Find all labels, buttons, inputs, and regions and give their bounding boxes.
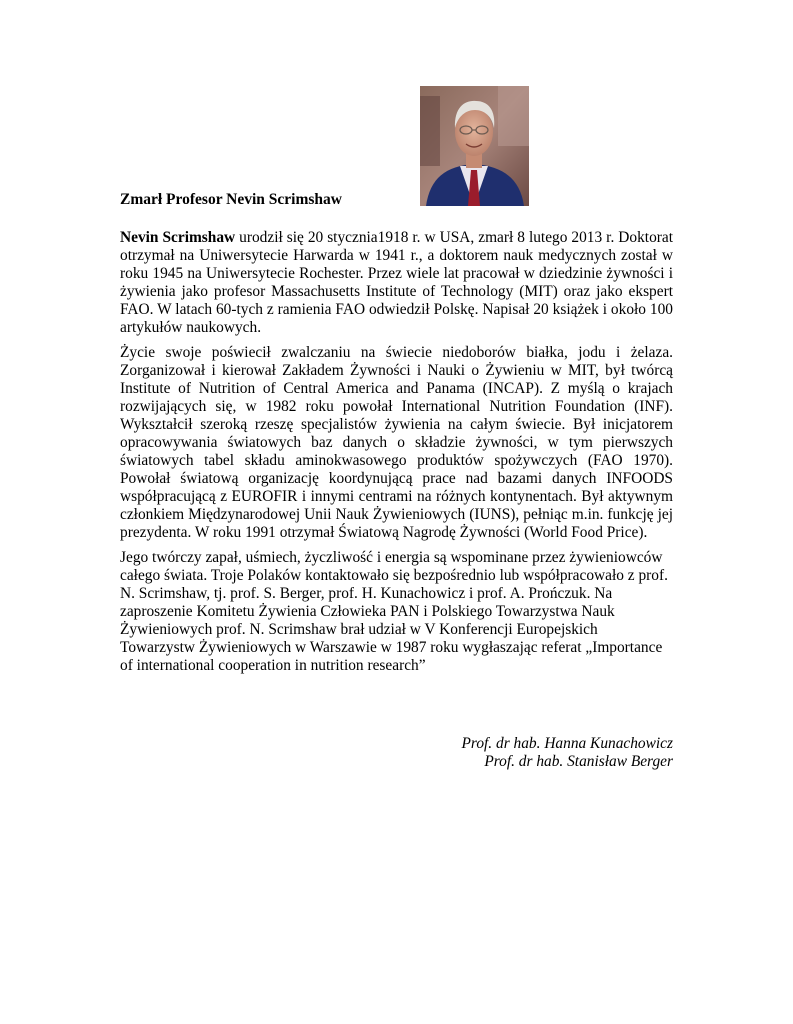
paragraph-intro	[120, 229, 673, 337]
signature-berger: Prof. dr hab. Stanisław Berger	[484, 753, 673, 770]
portrait-illustration	[420, 86, 529, 206]
signature-kunachowicz: Prof. dr hab. Hanna Kunachowicz	[461, 735, 673, 752]
signature-block	[120, 735, 673, 771]
intro-text: urodził się 20 stycznia1918 r. w USA, zmarł 8 lutego 2013 r. Doktorat otrzymał na Uniwersytecie Harwarda w 1941 r., a doktorem nauk medycznych został w roku 1945 na Uniwersytecie Rochester. Przez wiele lat pracował w dziedzinie żywności i żywienia jako profesor Massachusetts Institute of Technology (MIT) oraz jako ekspert FAO. W latach 60-tych z ramienia FAO odwiedził Polskę. Napisał 20 książek i około 100 artykułów naukowych.	[120, 229, 673, 336]
article-body	[120, 229, 673, 682]
paragraph-career: Życie swoje poświecił zwalczaniu na świecie niedoborów białka, jodu i żelaza. Zorganizował i kierował Zakładem Żywności i Nauki o Żywieniu w MIT, był twórcą Institute of Nutrition of Central America and Panama (INCAP). Z myślą o krajach rozwijających się, w 1982 roku powołał International Nutrition Foundation (INF). Wykształcił szeroką rzeszę specjalistów żywienia na całym świecie. Był inicjatorem opracowywania światowych baz danych o składzie żywności, w tym pierwszych światowych tabel składu aminokwasowego produktów spożywczych (FAO 1970). Powołał światową organizację koordynującą prace nad bazami danych INFOODS współpracującą z EUROFIR i innymi centrami na różnych kontynentach. Był aktywnym członkiem Międzynarodowej Unii Nauk Żywieniowych (IUNS), pełniąc m.in. funkcję jej prezydenta. W roku 1991 otrzymał Światową Nagrodę Żywności (World Food Price).	[120, 344, 673, 541]
portrait-photo	[420, 86, 529, 206]
article-title: Zmarł Profesor Nevin Scrimshaw	[120, 191, 342, 208]
subject-name: Nevin Scrimshaw	[120, 229, 236, 246]
paragraph-legacy: Jego twórczy zapał, uśmiech, życzliwość i energia są wspominane przez żywieniowców całego świata. Troje Polaków kontaktowało się bezpośrednio lub współpracowało z prof. N. Scrimshaw, tj. prof. S. Berger, prof. H. Kunachowicz i prof. A. Prończuk. Na zaproszenie Komitetu Żywienia Człowieka PAN i Polskiego Towarzystwa Nauk Żywieniowych prof. N. Scrimshaw brał udział w V Konferencji Europejskich Towarzystw Żywieniowych w Warszawie w 1987 roku wygłaszając referat „Importance of international cooperation in nutrition research”	[120, 549, 668, 674]
